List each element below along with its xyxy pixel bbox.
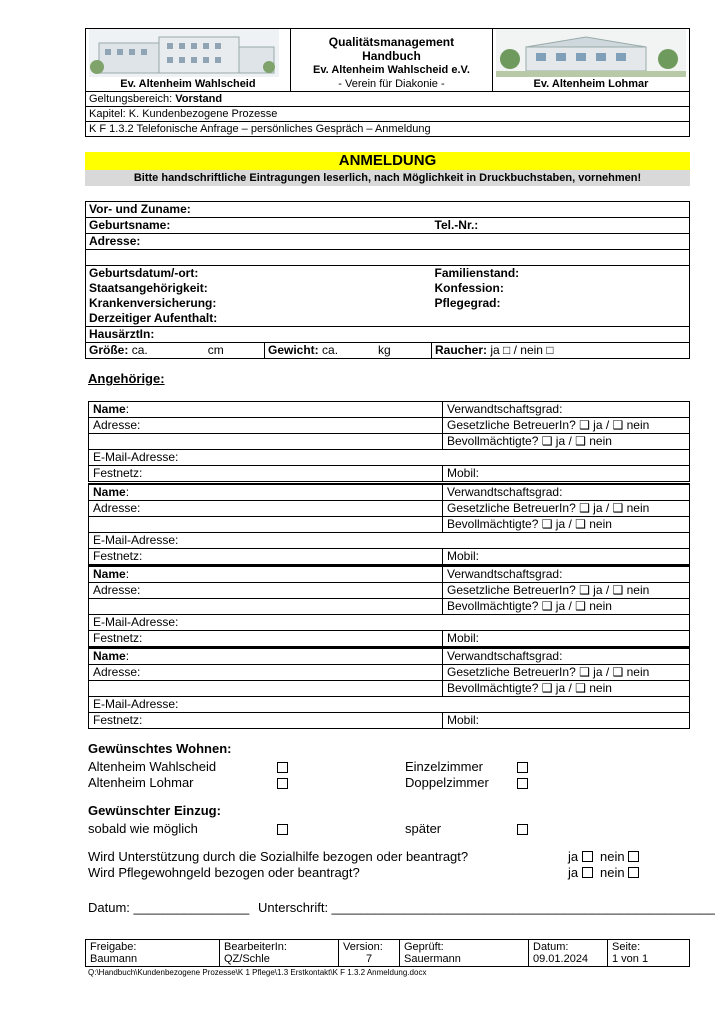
document-footer xyxy=(85,939,690,967)
scope-label: Geltungsbereich: xyxy=(89,93,173,105)
relative-relation-field[interactable]: Verwandtschaftsgrad: xyxy=(443,648,690,665)
checkbox-wahlscheid[interactable] xyxy=(277,760,288,775)
left-home-name: Ev. Altenheim Wahlscheid xyxy=(120,78,256,90)
family-field[interactable]: Familienstand: xyxy=(434,266,520,280)
care-level-field[interactable]: Pflegegrad: xyxy=(434,296,501,310)
right-home-name: Ev. Altenheim Lohmar xyxy=(533,78,649,90)
relative-guardian-field[interactable]: Gesetzliche BetreuerIn? ❑ ja / ❑ nein xyxy=(443,583,690,599)
title-cell xyxy=(290,29,492,92)
footer-release: Freigabe: Baumann xyxy=(86,940,220,967)
relative-name-field[interactable]: Name: xyxy=(89,648,443,665)
relative-address-extra[interactable] xyxy=(89,517,443,533)
name-field[interactable]: Vor- und Zuname: xyxy=(86,202,690,218)
relative-relation-field[interactable]: Verwandtschaftsgrad: xyxy=(443,484,690,501)
relative-email-field[interactable]: E-Mail-Adresse: xyxy=(89,450,690,466)
size-field[interactable]: Größe: ca. cm xyxy=(86,343,265,359)
relative-address-field[interactable]: Adresse: xyxy=(89,665,443,681)
form-subtitle: Bitte handschriftliche Eintragungen leserlich, nach Möglichkeit in Druckbuchstaben, vornehmen! xyxy=(85,170,690,186)
building-image-wahlscheid xyxy=(89,29,287,77)
relative-landline-field[interactable]: Festnetz: xyxy=(89,466,443,482)
checkbox-later[interactable] xyxy=(517,822,528,837)
checkbox-lohmar[interactable] xyxy=(277,776,288,791)
building-image-lohmar xyxy=(496,29,686,77)
moving-heading: Gewünschter Einzug: xyxy=(88,803,221,818)
scope-row xyxy=(86,92,690,107)
relative-landline-field[interactable]: Festnetz: xyxy=(89,549,443,565)
signature-line[interactable]: Unterschrift: _____________________________________________________ xyxy=(258,900,715,915)
document-header xyxy=(85,28,690,137)
relative-landline-field[interactable]: Festnetz: xyxy=(89,713,443,729)
footer-date: Datum: 09.01.2024 xyxy=(529,940,608,967)
smoker-field[interactable]: Raucher: ja □ / nein □ xyxy=(435,343,554,357)
relative-address-field[interactable]: Adresse: xyxy=(89,418,443,434)
citizenship-field[interactable]: Staatsangehörigkeit: xyxy=(89,281,208,295)
checkbox-double[interactable] xyxy=(517,776,528,791)
relative-block xyxy=(88,483,690,565)
housing-opt-wahlscheid: Altenheim Wahlscheid xyxy=(88,759,217,774)
moving-opt-asap: sobald wie möglich xyxy=(88,821,198,836)
footer-checked: Geprüft: Sauermann xyxy=(400,940,529,967)
question-social-aid: Wird Unterstützung durch die Sozialhilfe bezogen oder beantragt? xyxy=(88,849,469,864)
scope-value: Vorstand xyxy=(175,93,223,105)
right-logo-cell xyxy=(493,29,690,92)
relative-guardian-field[interactable]: Gesetzliche BetreuerIn? ❑ ja / ❑ nein xyxy=(443,418,690,434)
title-line4: - Verein für Diakonie - xyxy=(338,78,445,90)
birthname-field[interactable]: Geburtsname: xyxy=(86,218,432,234)
title-line1: Qualitätsmanagement xyxy=(328,35,455,49)
relative-mobile-field[interactable]: Mobil: xyxy=(447,631,480,645)
relative-block xyxy=(88,401,690,482)
insurance-field[interactable]: Krankenversicherung: xyxy=(89,296,217,310)
file-path: Q:\Handbuch\Kundenbezogene Prozesse\K 1 Pflege\1.3 Erstkontakt\K F 1.3.2 Anmeldung.docx xyxy=(88,968,427,977)
relative-email-field[interactable]: E-Mail-Adresse: xyxy=(89,615,690,631)
question-care-allowance-options[interactable]: ja nein xyxy=(568,865,639,880)
form-title: ANMELDUNG xyxy=(85,152,690,170)
moving-opt-later: später xyxy=(405,821,442,836)
question-care-allowance: Wird Pflegewohngeld bezogen oder beantragt? xyxy=(88,865,360,880)
doc-ref-row: K F 1.3.2 Telefonische Anfrage – persönliches Gespräch – Anmeldung xyxy=(86,122,690,137)
relative-proxy-field[interactable]: Bevollmächtigte? ❑ ja / ❑ nein xyxy=(443,434,690,450)
birth-field[interactable]: Geburtsdatum/-ort: xyxy=(89,266,199,280)
relative-name-field[interactable]: Name: xyxy=(89,566,443,583)
relative-proxy-field[interactable]: Bevollmächtigte? ❑ ja / ❑ nein xyxy=(443,681,690,697)
relative-mobile-field[interactable]: Mobil: xyxy=(447,713,480,727)
address-field[interactable]: Adresse: xyxy=(86,234,690,250)
phone-field[interactable]: Tel.-Nr.: xyxy=(432,218,690,234)
footer-version: Version: 7 xyxy=(339,940,400,967)
title-line3: Ev. Altenheim Wahlscheid e.V. xyxy=(312,64,470,76)
relative-email-field[interactable]: E-Mail-Adresse: xyxy=(89,533,690,549)
weight-field[interactable]: Gewicht: ca. kg xyxy=(265,343,432,359)
housing-opt-lohmar: Altenheim Lohmar xyxy=(88,775,194,790)
confession-field[interactable]: Konfession: xyxy=(434,281,504,295)
relative-address-extra[interactable] xyxy=(89,599,443,615)
question-social-aid-options[interactable]: ja nein xyxy=(568,849,639,864)
checkbox-single[interactable] xyxy=(517,760,528,775)
left-logo-cell xyxy=(86,29,291,92)
address-extra-field[interactable] xyxy=(86,250,690,266)
date-line[interactable]: Datum: ________________ xyxy=(88,900,250,915)
relative-proxy-field[interactable]: Bevollmächtigte? ❑ ja / ❑ nein xyxy=(443,517,690,533)
relative-relation-field[interactable]: Verwandtschaftsgrad: xyxy=(443,566,690,583)
relative-email-field[interactable]: E-Mail-Adresse: xyxy=(89,697,690,713)
relative-block xyxy=(88,647,690,729)
checkbox-asap[interactable] xyxy=(277,822,288,837)
relative-name-field[interactable]: Name: xyxy=(89,402,443,418)
relative-mobile-field[interactable]: Mobil: xyxy=(447,549,480,563)
title-line2: Handbuch xyxy=(362,49,421,63)
doctor-field[interactable]: HausärztIn: xyxy=(86,327,690,343)
relative-address-extra[interactable] xyxy=(89,681,443,697)
relative-address-extra[interactable] xyxy=(89,434,443,450)
relative-proxy-field[interactable]: Bevollmächtigte? ❑ ja / ❑ nein xyxy=(443,599,690,615)
relative-landline-field[interactable]: Festnetz: xyxy=(89,631,443,647)
housing-heading: Gewünschtes Wohnen: xyxy=(88,741,232,756)
relative-address-field[interactable]: Adresse: xyxy=(89,501,443,517)
footer-page: Seite: 1 von 1 xyxy=(608,940,690,967)
stay-field[interactable]: Derzeitiger Aufenthalt: xyxy=(86,311,690,327)
relative-guardian-field[interactable]: Gesetzliche BetreuerIn? ❑ ja / ❑ nein xyxy=(443,665,690,681)
relative-block xyxy=(88,565,690,647)
personal-data-table xyxy=(85,201,690,359)
relatives-heading: Angehörige: xyxy=(88,371,165,386)
relative-guardian-field[interactable]: Gesetzliche BetreuerIn? ❑ ja / ❑ nein xyxy=(443,501,690,517)
relative-relation-field[interactable]: Verwandtschaftsgrad: xyxy=(443,402,690,418)
housing-opt-single: Einzelzimmer xyxy=(405,759,484,774)
housing-opt-double: Doppelzimmer xyxy=(405,775,489,790)
footer-editor: BearbeiterIn: QZ/Schle xyxy=(220,940,339,967)
chapter-row: Kapitel: K. Kundenbezogene Prozesse xyxy=(86,107,690,122)
relative-name-field[interactable]: Name: xyxy=(89,484,443,501)
relative-address-field[interactable]: Adresse: xyxy=(89,583,443,599)
relative-mobile-field[interactable]: Mobil: xyxy=(447,466,480,480)
